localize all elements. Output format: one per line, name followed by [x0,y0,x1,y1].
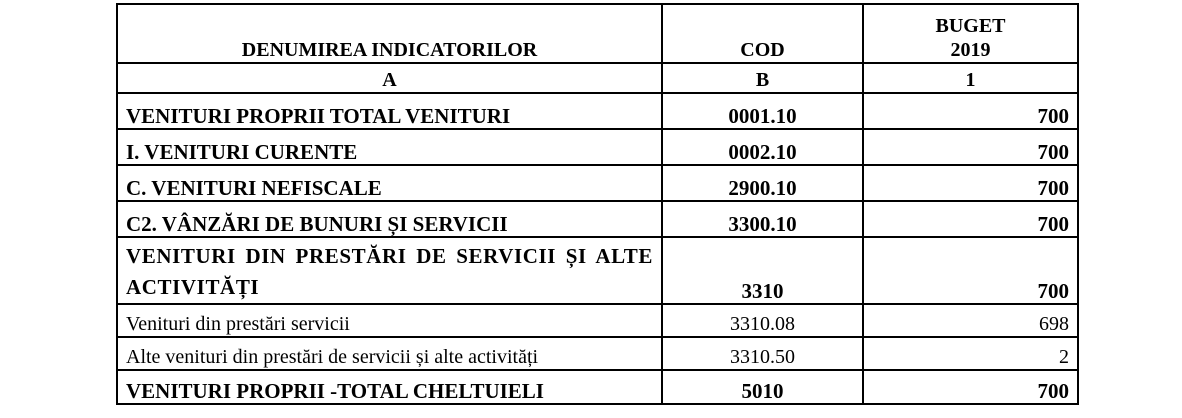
table-row [117,201,1078,237]
row-name: Venituri din prestări servicii [117,304,662,337]
table-row [117,304,1078,337]
row-name: I. VENITURI CURENTE [117,129,662,165]
row-name: VENITURI DIN PRESTĂRI DE SERVICII ȘI ALTE ACTIVITĂȚI [117,237,662,304]
row-value: 700 [863,370,1078,404]
table-header-row [117,4,1078,63]
row-code: 3310.50 [662,337,863,370]
header-name: DENUMIREA INDICATORILOR [117,4,662,63]
row-value: 698 [863,304,1078,337]
letter-c: 1 [863,63,1078,93]
row-name: C2. VÂNZĂRI DE BUNURI ȘI SERVICII [117,201,662,237]
letter-a: A [117,63,662,93]
budget-table [116,3,1079,405]
header-code: COD [662,4,863,63]
row-value: 700 [863,129,1078,165]
letter-b: B [662,63,863,93]
row-code: 3310 [662,237,863,304]
table-row [117,370,1078,404]
row-name: C. VENITURI NEFISCALE [117,165,662,201]
row-code: 3310.08 [662,304,863,337]
row-name: VENITURI PROPRII TOTAL VENITURI [117,93,662,129]
row-value: 700 [863,165,1078,201]
table-row [117,129,1078,165]
row-code: 5010 [662,370,863,404]
table-row [117,337,1078,370]
row-value: 700 [863,201,1078,237]
row-code: 2900.10 [662,165,863,201]
row-code: 3300.10 [662,201,863,237]
column-letters-row [117,63,1078,93]
row-code: 0001.10 [662,93,863,129]
row-value: 2 [863,337,1078,370]
table-row [117,237,1078,304]
row-value: 700 [863,237,1078,304]
row-value: 700 [863,93,1078,129]
table-row [117,93,1078,129]
header-budget: BUGET 2019 [863,4,1078,63]
table-row [117,165,1078,201]
row-name: Alte venituri din prestări de servicii și alte activități [117,337,662,370]
row-code: 0002.10 [662,129,863,165]
row-name: VENITURI PROPRII -TOTAL CHELTUIELI [117,370,662,404]
